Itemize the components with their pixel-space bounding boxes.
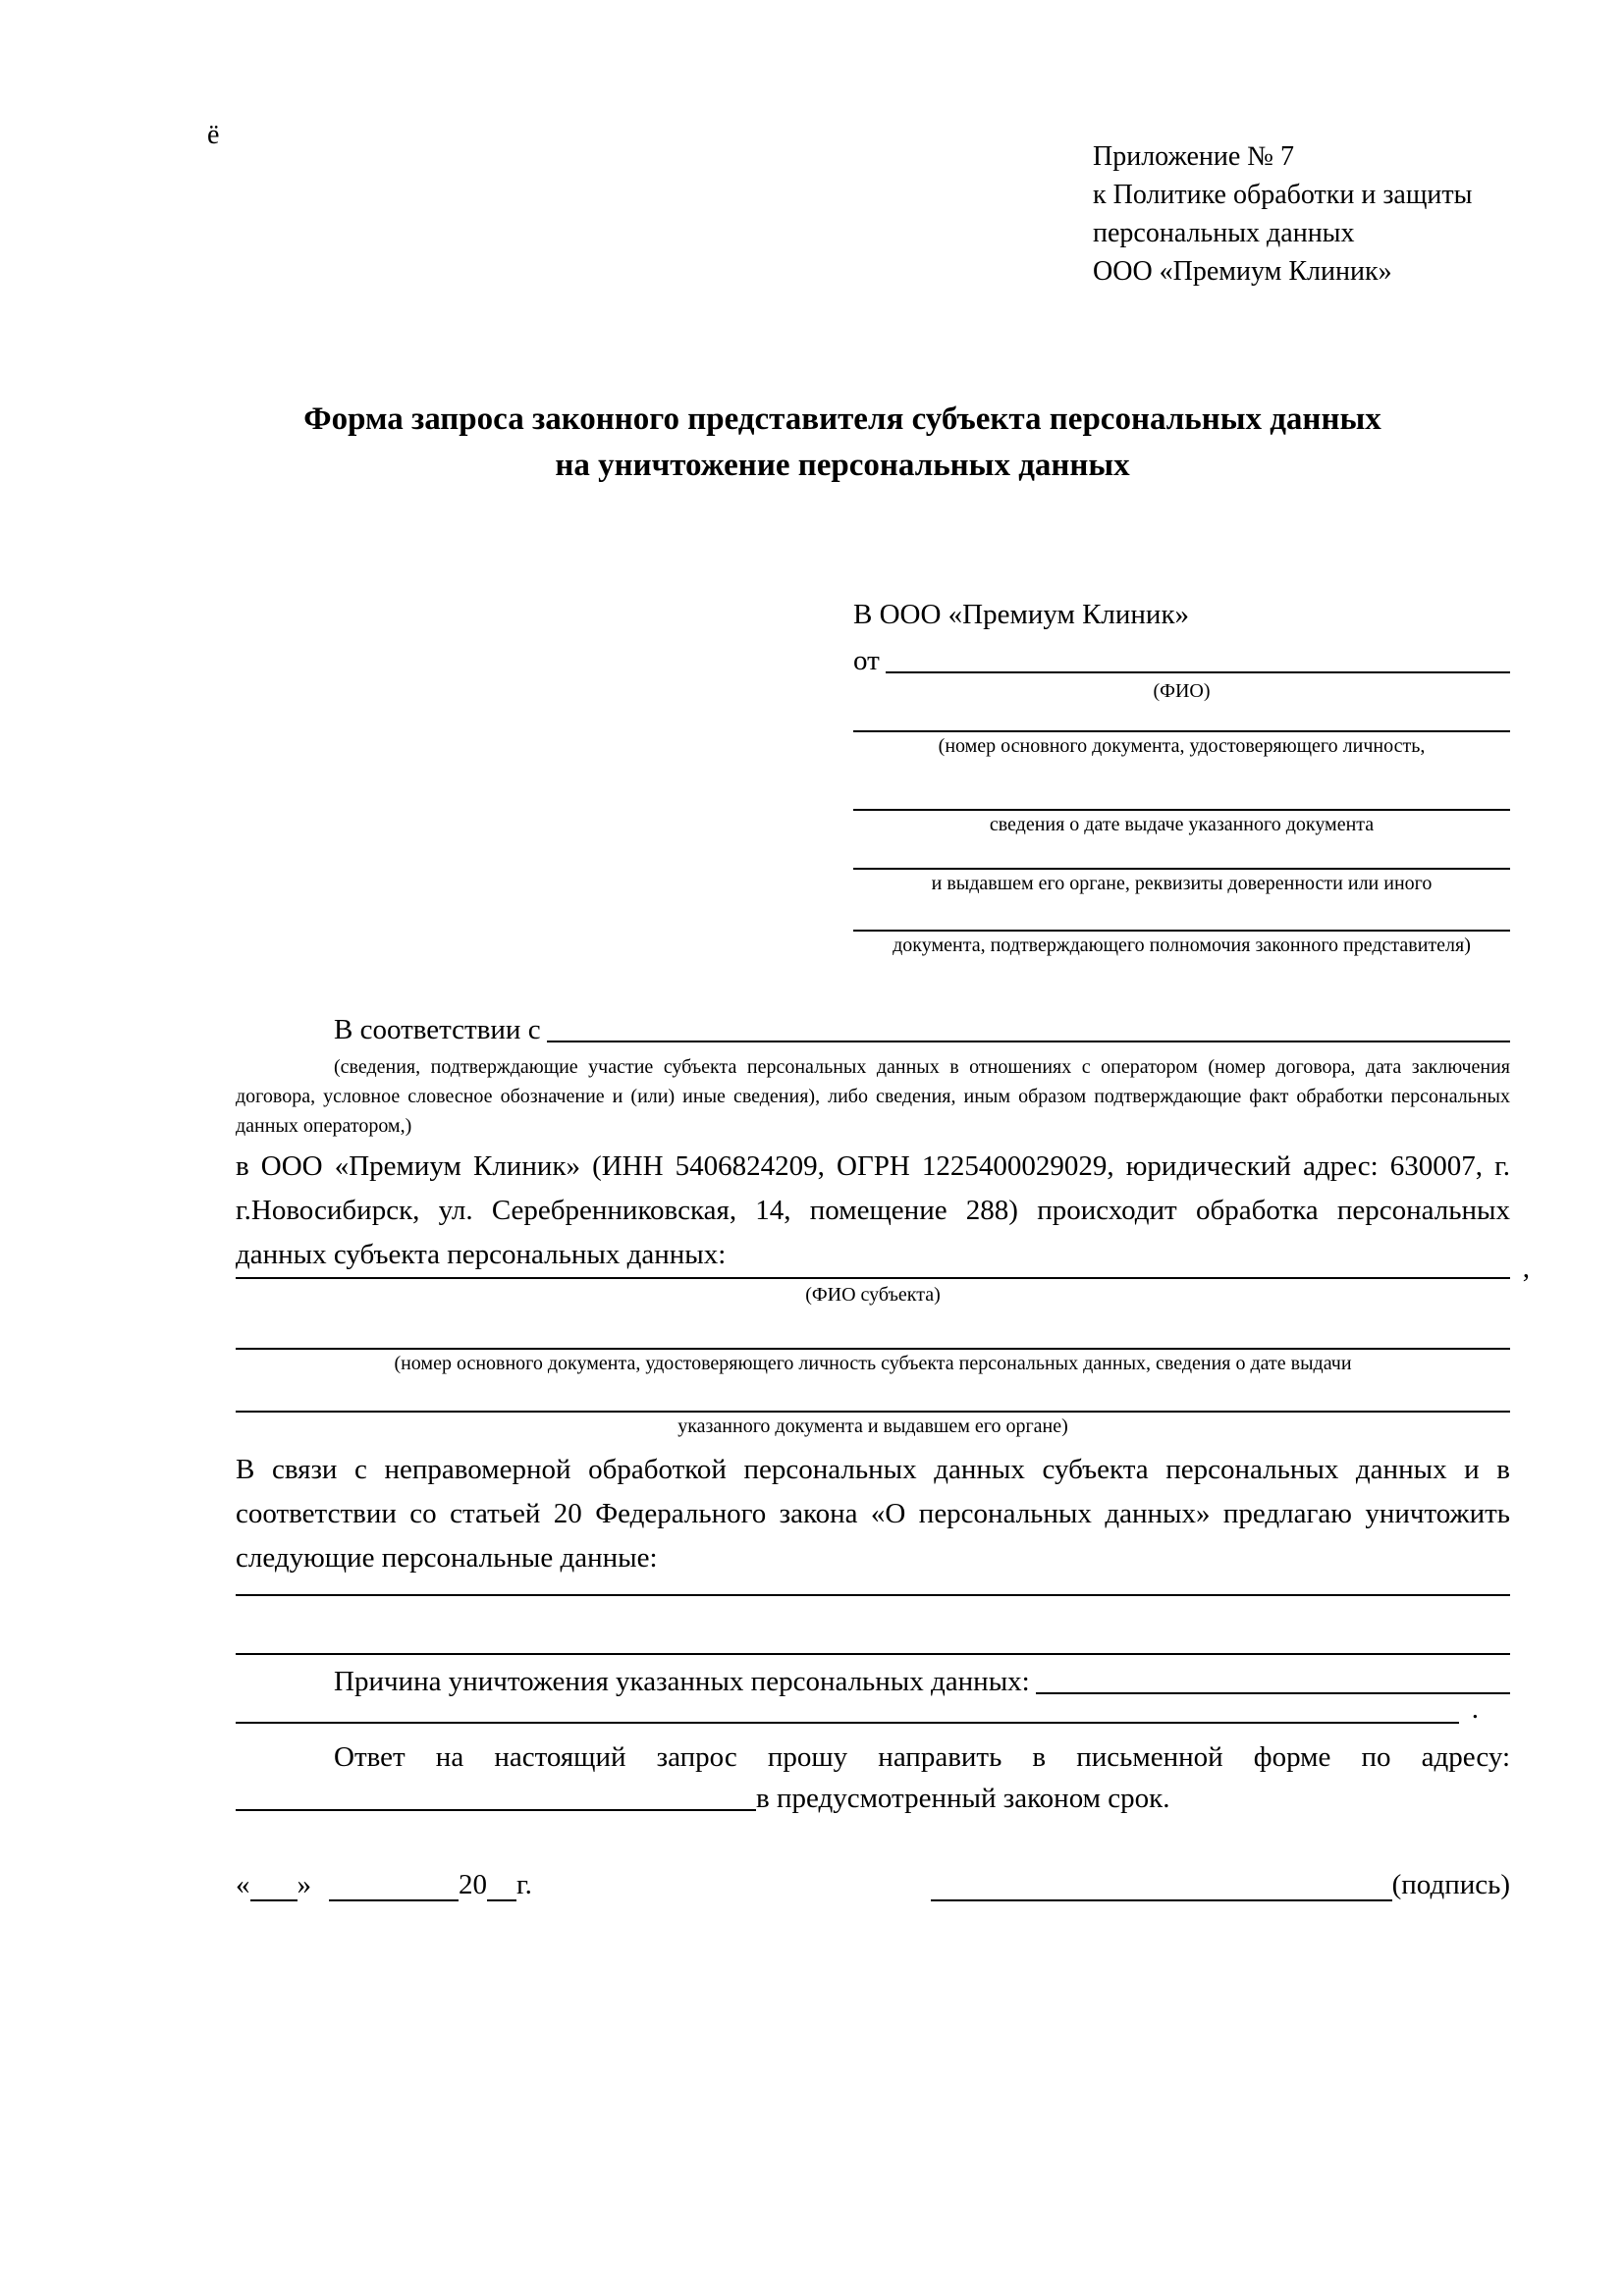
date-field: [236, 1869, 532, 1901]
close-quote: »: [297, 1869, 311, 1900]
unlawful-processing-paragraph: В связи с неправомерной обработкой персональных данных субъекта персональных данных и в соответствии со статьей 20 Федерального закона «О персональных данных» предлагаю уничтожить следующие персональные данные:: [236, 1454, 1510, 1574]
from-row: [853, 644, 1510, 677]
address-blank-line: [236, 1809, 756, 1811]
field-caption: сведения о дате выдаче указанного документа: [989, 814, 1375, 835]
body: [236, 1011, 1530, 1815]
day-blank-line: [250, 1870, 298, 1901]
data-to-destroy-blank-line: [236, 1594, 1510, 1596]
title-line-2: на уничтожение персональных данных: [555, 448, 1130, 483]
reason-label: Причина уничтожения указанных персональных данных:: [334, 1666, 1030, 1697]
field-caption: документа, подтверждающего полномочия законного представителя): [893, 934, 1471, 956]
month-blank-line: [329, 1870, 459, 1901]
year-blank-line: [487, 1870, 516, 1901]
signature-footer: [236, 1869, 1510, 1901]
issuing-authority-blank-line: [853, 868, 1510, 870]
accordance-caption: (сведения, подтверждающие участие субъекта персональных данных в отношениях с оператором (номер договора, дата заключения договора, условное словесное обозначение и (или) иные сведения), либо сведения, иным образом подтверждающие факт обработки персональных данных оператором,): [236, 1056, 1510, 1137]
subject-document-caption: (номер основного документа, удостоверяющего личность субъекта персональных данных, сведения о дате выдачи: [394, 1353, 1352, 1374]
reason-blank-line: [1036, 1692, 1510, 1694]
appendix-line: Приложение № 7: [1093, 141, 1294, 172]
trailing-comma: ,: [1522, 1253, 1530, 1284]
addressee-company: В ООО «Премиум Клиник»: [853, 599, 1190, 630]
representative-document-blank-line: [853, 730, 1510, 732]
subject-document-blank-line: [236, 1348, 1510, 1350]
signature-field: [931, 1869, 1510, 1901]
accordance-label: В соответствии с: [334, 1014, 541, 1045]
subject-document-caption: указанного документа и выдавшем его органе): [677, 1415, 1068, 1437]
accordance-row: [236, 1011, 1510, 1046]
answer-address-row: [236, 1780, 1510, 1815]
document-issue-date-blank-line: [853, 809, 1510, 811]
subject-fio-blank-line: [236, 1253, 1530, 1284]
fio-caption: (ФИО): [1153, 680, 1211, 702]
accordance-blank-line: [547, 1041, 1510, 1042]
subject-fio-caption: (ФИО субъекта): [805, 1284, 941, 1306]
trailing-period: .: [1471, 1693, 1479, 1725]
field-caption: (номер основного документа, удостоверяющего личность,: [938, 735, 1426, 757]
data-to-destroy-blank-line: [236, 1653, 1510, 1655]
authority-confirmation-blank-line: [853, 930, 1510, 932]
answer-paragraph: Ответ на настоящий запрос прошу направить в письменной форме по адресу:: [334, 1741, 1510, 1773]
appendix-line: персональных данных: [1093, 218, 1355, 248]
reason-continuation-blank-line: [236, 1693, 1479, 1725]
year-suffix: г.: [516, 1869, 532, 1900]
answer-tail-text: в предусмотренный законом срок.: [756, 1783, 1170, 1814]
signature-caption: (подпись): [1391, 1869, 1510, 1900]
open-quote: «: [236, 1869, 250, 1900]
reason-row: [236, 1663, 1510, 1698]
field-caption: и выдавшем его органе, реквизиты доверенности или иного: [931, 873, 1433, 894]
signature-blank-line: [931, 1870, 1392, 1901]
stray-character: ё: [207, 120, 220, 150]
operator-paragraph: в ООО «Премиум Клиник» (ИНН 5406824209, ОГРН 1225400029029, юридический адрес: 630007, г. г.Новосибирск, ул. Серебренниковская, 14, помещение 288) происходит обработка персональных данных субъекта персональных данных:: [236, 1150, 1510, 1270]
appendix-line: к Политике обработки и защиты: [1093, 180, 1473, 210]
addressee-block: [853, 599, 1510, 957]
appendix-header: [1093, 137, 1564, 291]
document-title: [175, 397, 1510, 489]
year-prefix: 20: [459, 1869, 487, 1900]
from-label: от: [853, 645, 880, 676]
representative-name-blank-line: [886, 671, 1510, 673]
appendix-line: ООО «Премиум Клиник»: [1093, 256, 1392, 287]
subject-document-authority-blank-line: [236, 1411, 1510, 1413]
title-line-1: Форма запроса законного представителя субъекта персональных данных: [303, 401, 1381, 437]
